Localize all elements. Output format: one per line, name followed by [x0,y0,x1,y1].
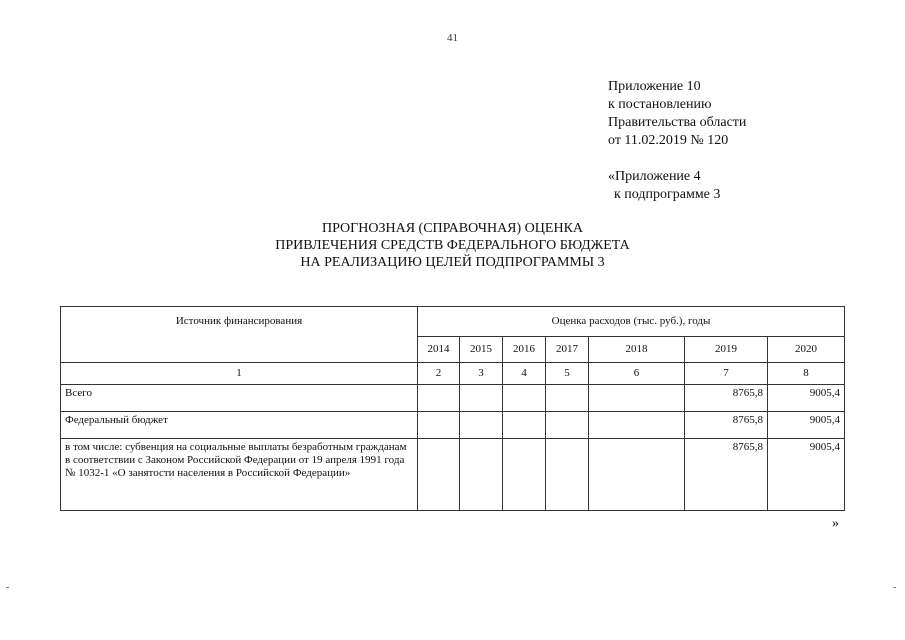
appendix-prev-line: «Приложение 4 [608,169,701,184]
title-line: НА РЕАЛИЗАЦИЮ ЦЕЛЕЙ ПОДПРОГРАММЫ 3 [300,255,605,270]
estimate-header: Оценка расходов (тыс. руб.), годы [418,307,845,337]
table-cell [418,439,460,511]
column-number: 8 [768,363,845,385]
table-cell: 9005,4 [768,412,845,439]
table-cell: 8765,8 [685,412,768,439]
funding-table [60,306,845,511]
column-number: 2 [418,363,460,385]
table-cell: 8765,8 [685,385,768,412]
table-cell [589,385,685,412]
right-edge-mark: - [893,582,897,593]
table-cell [589,439,685,511]
year-header: 2018 [589,337,685,363]
table-cell: 9005,4 [768,439,845,511]
table-row [61,385,845,412]
year-header: 2015 [460,337,503,363]
page-number: 41 [447,32,458,44]
left-edge-mark: - [6,582,10,593]
table-cell [503,385,546,412]
table-cell [503,412,546,439]
year-header: 2020 [768,337,845,363]
row-label: Федеральный бюджет [61,412,418,439]
table-cell [546,439,589,511]
table-cell [503,439,546,511]
column-number: 1 [61,363,418,385]
year-header: 2016 [503,337,546,363]
column-number: 5 [546,363,589,385]
title-line: ПРИВЛЕЧЕНИЯ СРЕДСТВ ФЕДЕРАЛЬНОГО БЮДЖЕТА [275,238,630,253]
row-label: в том числе: субвенция на социальные выплаты безработным гражданам в соответствии с Законом Российской Федерации от 19 апреля 1991 года № 1032-1 «О занятости населения в Российской Федерации» [61,439,418,511]
table-cell [589,412,685,439]
table-cell [460,412,503,439]
table-cell: 9005,4 [768,385,845,412]
table-cell [460,439,503,511]
column-number: 4 [503,363,546,385]
column-number: 3 [460,363,503,385]
closing-quote: » [832,516,839,531]
year-header: 2017 [546,337,589,363]
appendix-line: Правительства области [608,115,747,130]
table-cell [460,385,503,412]
document-title [0,220,905,271]
appendix-block [608,78,746,150]
title-line: ПРОГНОЗНАЯ (СПРАВОЧНАЯ) ОЦЕНКА [321,221,584,236]
appendix-line: к постановлению [608,97,712,112]
appendix-line: от 11.02.2019 № 120 [608,133,729,148]
appendix-line: Приложение 10 [608,79,701,94]
row-label: Всего [61,385,418,412]
table-cell: 8765,8 [685,439,768,511]
table-cell [418,385,460,412]
table-cell [418,412,460,439]
appendix-prev-line: к подпрограмме 3 [614,187,721,202]
column-number: 7 [685,363,768,385]
previous-appendix-block [608,168,720,204]
table-cell [546,385,589,412]
column-number: 6 [589,363,685,385]
year-header: 2019 [685,337,768,363]
source-header: Источник финансирования [61,307,418,363]
table-cell [546,412,589,439]
table-row [61,439,845,511]
table-row [61,412,845,439]
year-header: 2014 [418,337,460,363]
